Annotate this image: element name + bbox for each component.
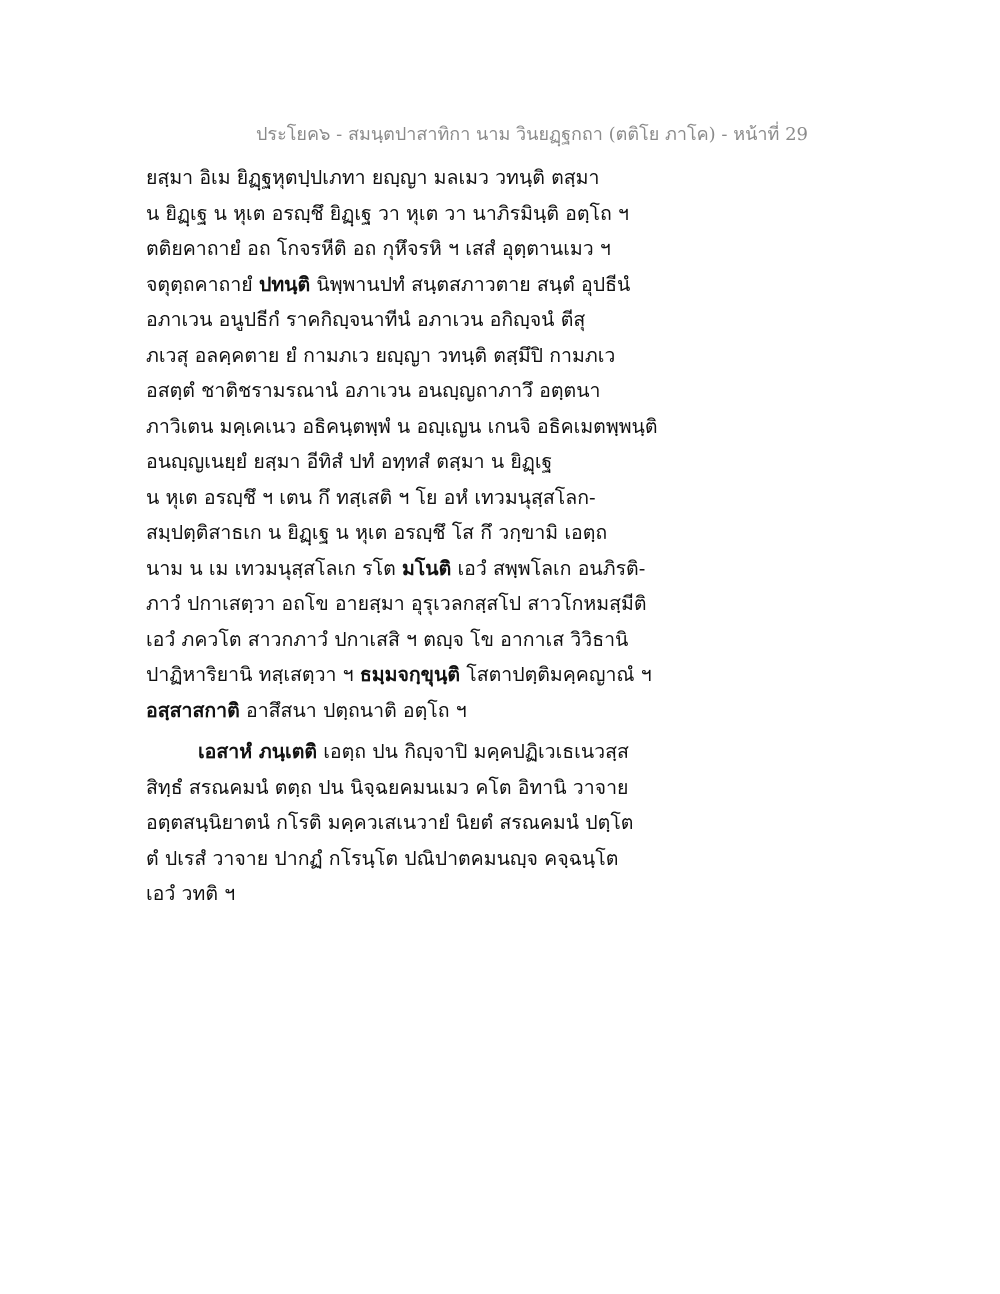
text-line: สมฺปตฺติสาธเก น ยิฏฺเฐ น หุเต อรญฺชึ โส กึ วกฺขามิ เอตฺถ [146,521,608,544]
text-span: จตุตฺถคาถายํ [146,272,259,296]
text-line: น ยิฏฺเฐ น หุเต อรญฺชึ ยิฏฺเฐ วา หุเต วา นาภิรมินฺติ อตฺโถ ฯ [146,201,629,225]
bold-term-assasakati: อสฺสาสกาติ [146,698,240,722]
text-line [146,734,866,770]
text-line: เอวํ วทติ ฯ [146,882,236,905]
text-line: อภาเวน อนูปธีกํ ราคกิญฺจนาทีนํ อภาเวน อกิญฺจนํ ตีสุ [146,308,586,331]
text-span: ปาฏิหาริยานิ ทสฺเสตฺวา ฯ [146,663,360,686]
bold-term-padanti: ปทนฺติ [258,272,311,296]
bold-term-esaham-bhanteti: เอสาหํ ภนฺเตติ [198,740,318,763]
running-header: ประโยค๖ - สมนฺตปาสาทิกา นาม วินยฏฺฐกถา (ตติโย ภาโค) - หน้าที่ 29 [256,124,808,145]
text-span: นิพฺพานปทํ สนฺตสภาวตาย สนฺตํ อุปธีนํ [310,272,631,296]
text-line [146,267,866,303]
text-line: ยสฺมา อิเม ยิฏฺฐหุตปฺปเภทา ยญฺญา มลเมว วทนฺติ ตสฺมา [146,166,600,189]
text-line: อตฺตสนฺนิยาตนํ กโรติ มคฺควเสเนวายํ นิยตํ สรณคมนํ ปตฺโต [146,811,634,834]
text-line: ตติยคาถายํ อถ โกจรหีติ อถ กุหึจรหิ ฯ เสสํ อุตฺตานเมว ฯ [146,237,611,260]
text-span: นาม น เม เทวมนุสฺสโลเก รโต [146,556,402,580]
bold-term-manoti: มโนติ [401,556,452,580]
text-span: โสตาปตฺติมคฺคญาณํ ฯ [460,663,652,686]
text-line [146,657,866,693]
text-line: ตํ ปเรสํ วาจาย ปากฏํ กโรนฺโต ปณิปาตคมนญฺจ คจฺฉนฺโต [146,846,619,870]
text-span: เอวํ สพฺพโลเก อนภิรติ- [451,556,646,580]
body-text [146,160,866,912]
text-line: สิทฺธํ สรณคมนํ ตตฺถ ปน นิจฺฉยคมนเมว คโต อิทานิ วาจาย [146,775,629,799]
text-line: อสตฺตํ ชาติชรามรณานํ อภาเวน อนญฺญถาภาวึ อตฺตนา [146,379,601,402]
text-line: เอวํ ภควโต สาวกภาวํ ปกาเสสิ ฯ ตญฺจ โข อากาเส วิวิธานิ [146,627,629,651]
text-line: ภาวํ ปกาเสตฺวา อถโข อายสฺมา อุรุเวลกสฺสโป สาวโกหมสฺมีติ [146,592,647,615]
text-line: น หุเต อรญฺชึ ฯ เตน กึ ทสฺเสติ ฯ โย อหํ เทวมนุสฺสโลก- [146,485,596,509]
text-span: เอตฺถ ปน กิญฺจาปิ มคฺคปฏิเวเธเนวสฺส [317,740,629,763]
text-line: ภาวิเตน มคฺเคเนว อธิคนฺตพฺพํ น อญฺเญน เกนจิ อธิคเมตพฺพนฺติ [146,414,658,438]
bold-term-dhammacakkhunti: ธมฺมจกฺขุนฺติ [359,663,461,686]
text-line [146,551,866,587]
text-span: อาสึสนา ปตฺถนาติ อตฺโถ ฯ [239,698,467,722]
text-line: ภเวสุ อลคฺคตาย ยํ กามภเว ยญฺญา วทนฺติ ตสฺมึปิ กามภเว [146,343,616,367]
text-line: อนญฺญเนยฺยํ ยสฺมา อีทิสํ ปทํ อทฺทสํ ตสฺมา น ยิฏฺเฐ [146,450,553,473]
text-line [146,693,866,729]
